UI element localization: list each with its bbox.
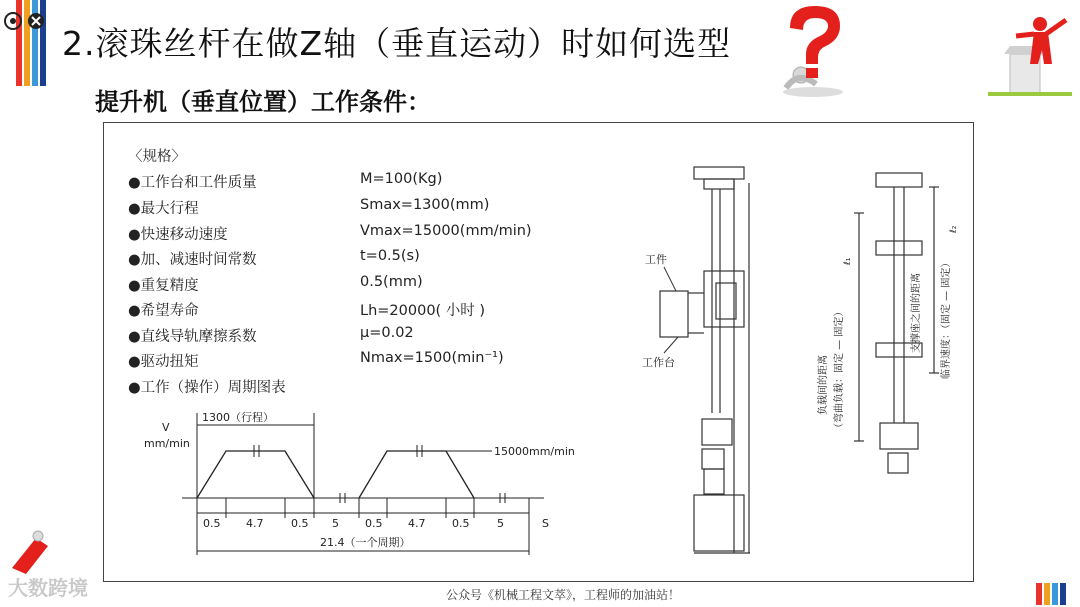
slide-subtitle: 提升机（垂直位置）工作条件： [95,88,431,116]
segment-label: 0.5 [452,517,470,530]
footer-text: 公众号《机械工程文萃》，工程师的加油站！ [446,588,681,602]
spec-label: ●工作台和工件质量 [128,175,257,191]
spec-value: Vmax=15000(mm/min) [360,223,532,239]
cycle-trapezoid-1 [197,451,314,498]
spec-value: t=0.5(s) [360,248,420,264]
spec-value: 0.5(mm) [360,274,423,290]
s-axis-label: S [542,517,549,530]
spec-value: Lh=20000( 小时 ) [360,303,486,319]
speed-label: 15000mm/min [494,445,575,458]
spec-label: ●重复精度 [128,278,199,294]
stroke-label: 1300（行程） [202,411,274,424]
support-distance-label: 支撑座之间的距离 [911,273,922,353]
spec-label: ●最大行程 [128,201,199,217]
question-mark-icon [768,0,858,100]
corner-bars [1036,583,1066,605]
spec-label: ●加、减速时间常数 [128,252,257,268]
load-distance-sub: （弯曲负载：固定 — 固定） [834,306,845,433]
spec-figure [103,122,974,582]
total-label: 21.4（一个周期） [320,536,411,549]
corner-controls[interactable] [2,10,54,37]
segment-label: 0.5 [365,517,383,530]
spec-label: ●工作（操作）周期图表 [128,380,286,396]
close-icon[interactable] [2,10,54,32]
workpiece-leader [664,267,676,291]
spec-value: Nmax=1500(min⁻¹) [360,350,504,366]
l1-label: ℓ₁ [843,257,853,265]
segment-label: 4.7 [246,517,264,530]
segment-label: 5 [332,517,339,530]
bar-navy [1060,583,1066,605]
slide-title: 2.滚珠丝杆在做Z轴（垂直运动）时如何选型 [62,24,732,63]
support-distance-sub: 临界速度：（固定 — 固定） [941,257,952,379]
load-distance-label: 负载间的距离 [818,355,829,415]
segment-label: 5 [497,517,504,530]
spec-heading: 〈规格〉 [128,149,186,165]
segment-label: 4.7 [408,517,426,530]
spec-label: ●直线导轨摩擦系数 [128,329,257,345]
bar-blue [1052,583,1058,605]
spec-value: M=100(Kg) [360,171,443,187]
segment-label: 0.5 [291,517,309,530]
cycle-diagram [104,123,973,581]
speaker-illustration [982,6,1078,98]
cycle-trapezoid-2 [359,451,474,498]
l2-label: ℓ₂ [949,225,959,233]
machine-front-view [854,173,939,473]
spec-value: Smax=1300(mm) [360,197,490,213]
v-axis-unit: mm/min [144,437,190,450]
v-axis-label: V [162,421,170,434]
watermark: 大数跨境 [8,576,88,600]
spec-label: ●驱动扭矩 [128,354,199,370]
spec-label: ●快速移动速度 [128,227,228,243]
segment-label: 0.5 [203,517,221,530]
spec-value: μ=0.02 [360,325,414,341]
mascot-illustration [8,528,56,578]
bar-orange [1044,583,1050,605]
table-label: 工作台 [642,356,675,369]
workpiece-label: 工件 [645,253,667,266]
table-leader [664,337,678,353]
bar-red [1036,583,1042,605]
spec-label: ●希望寿命 [128,303,199,319]
